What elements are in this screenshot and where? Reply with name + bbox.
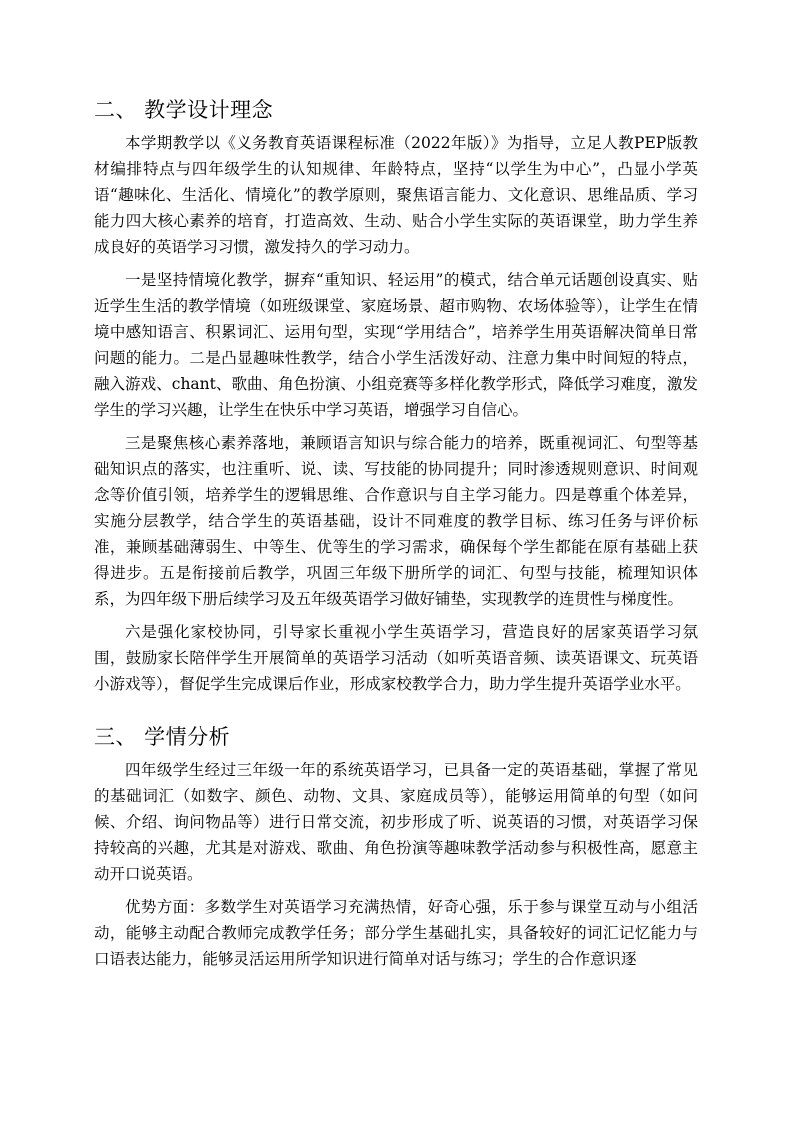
paragraph: 四年级学生经过三年级一年的系统英语学习，已具备一定的英语基础，掌握了常见的基础词汇（如数字、颜色、动物、文具、家庭成员等），能够运用简单的句型（如问候、介绍、询问物品等）进行日常交流，初步形成了听、说英语的习惯，对英语学习保持较高的兴趣，尤其是对游戏、歌曲、角色扮演等趣味教学活动参与积极性高，愿意主动开口说英语。	[94, 761, 698, 883]
section-heading-learner-analysis: 三、 学情分析	[94, 725, 231, 749]
section-heading-design-philosophy: 二、 教学设计理念	[94, 98, 274, 122]
paragraph: 一是坚持情境化教学，摒弃“重知识、轻运用”的模式，结合单元话题创设真实、贴近学生生活的教学情境（如班级课堂、家庭场景、超市购物、农场体验等），让学生在情境中感知语言、积累词汇、运用句型，实现“学用结合”，培养学生用英语解决简单日常问题的能力。二是凸显趣味性教学，结合小学生活泼好动、注意力集中时间短的特点，融入游戏、chant、歌曲、角色扮演、小组竞赛等多样化教学形式，降低学习难度，激发学生的学习兴趣，让学生在快乐中学习英语，增强学习自信心。	[94, 271, 698, 419]
paragraph: 本学期教学以《义务教育英语课程标准（2022年版）》为指导，立足人教PEP版教材编排特点与四年级学生的认知规律、年龄特点，坚持“以学生为中心”，凸显小学英语“趣味化、生活化、情境化”的教学原则，聚焦语言能力、文化意识、思维品质、学习能力四大核心素养的培育，打造高效、生动、贴合小学生实际的英语课堂，助力学生养成良好的英语学习习惯，激发持久的学习动力。	[94, 134, 698, 256]
paragraph: 六是强化家校协同，引导家长重视小学生英语学习，营造良好的居家英语学习氛围，鼓励家长陪伴学生开展简单的英语学习活动（如听英语音频、读英语课文、玩英语小游戏等），督促学生完成课后作业，形成家校教学合力，助力学生提升英语学业水平。	[94, 623, 698, 693]
document-body	[94, 92, 698, 979]
paragraph: 三是聚焦核心素养落地，兼顾语言知识与综合能力的培养，既重视词汇、句型等基础知识点的落实，也注重听、说、读、写技能的协同提升；同时渗透规则意识、时间观念等价值引领，培养学生的逻辑思维、合作意识与自主学习能力。四是尊重个体差异，实施分层教学，结合学生的英语基础，设计不同难度的教学目标、练习任务与评价标准，兼顾基础薄弱生、中等生、优等生的学习需求，确保每个学生都能在原有基础上获得进步。五是衔接前后教学，巩固三年级下册所学的词汇、句型与技能，梳理知识体系，为四年级下册后续学习及五年级英语学习做好铺垫，实现教学的连贯性与梯度性。	[94, 434, 698, 608]
paragraph: 优势方面：多数学生对英语学习充满热情，好奇心强，乐于参与课堂互动与小组活动，能够主动配合教师完成教学任务；部分学生基础扎实，具备较好的词汇记忆能力与口语表达能力，能够灵活运用所学知识进行简单对话与练习；学生的合作意识逐	[94, 898, 698, 968]
